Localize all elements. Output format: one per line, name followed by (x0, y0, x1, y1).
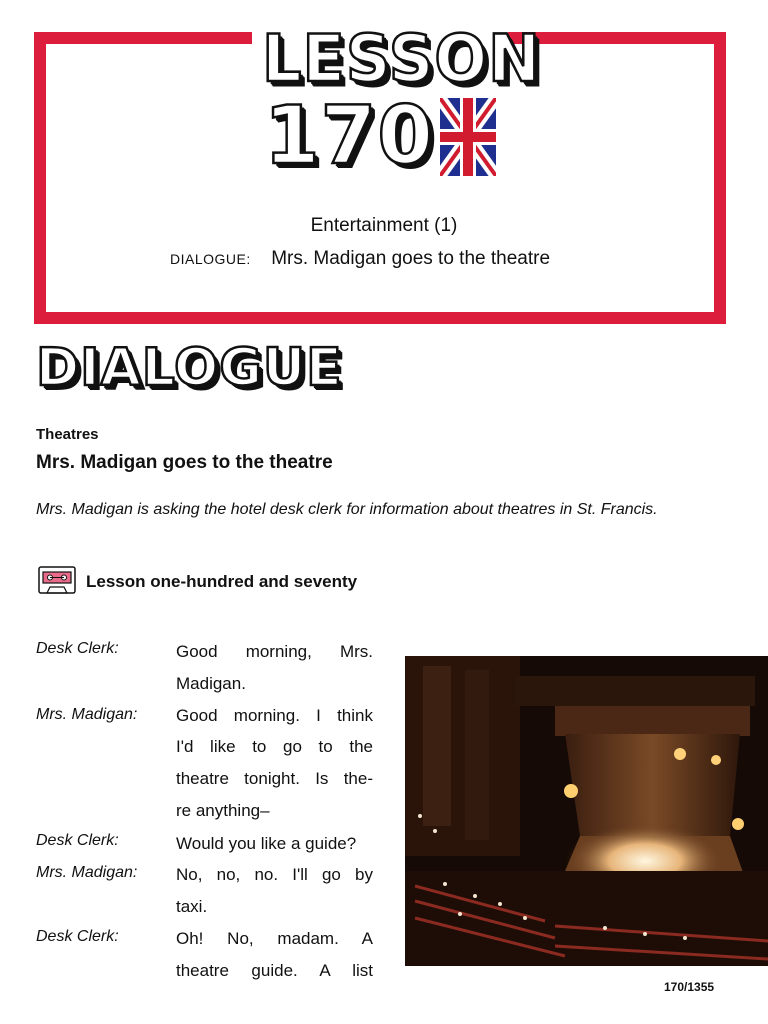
section-title: Mrs. Madigan goes to the theatre (36, 452, 333, 473)
speaker-label: Mrs. Madigan: (36, 706, 138, 723)
dialogue-line: I'd like to go to the (176, 737, 373, 756)
speaker-label: Desk Clerk: (36, 928, 119, 945)
speaker-label: Desk Clerk: (36, 832, 119, 849)
theatre-photo (405, 656, 768, 966)
union-jack-flag-icon (440, 98, 496, 176)
dialogue-line: theatre guide. A list (176, 961, 373, 980)
dialogue-line: No, no, no. I'll go by (176, 865, 373, 884)
dialogue-title: Mrs. Madigan goes to the theatre (271, 248, 551, 269)
speaker-label: Desk Clerk: (36, 640, 119, 657)
dialogue-line: taxi. (176, 897, 208, 916)
dialogue-line: Would you like a guide? (176, 834, 357, 853)
dialogue-line: Oh! No, madam. A (176, 929, 373, 948)
speaker-label: Mrs. Madigan: (36, 864, 138, 881)
dialogue-title-line (170, 248, 550, 270)
lesson-word: LESSON (262, 20, 541, 97)
dialogue-label: DIALOGUE: (170, 251, 251, 267)
dialogue-line: Good morning, Mrs. (176, 642, 373, 661)
dialogue-line: theatre tonight. Is the- (176, 769, 373, 788)
lesson-subtitle: Entertainment (1) (310, 215, 458, 236)
section-heading: DIALOGUE (36, 338, 343, 398)
audio-label: Lesson one-hundred and seventy (86, 572, 358, 591)
intro-text: Mrs. Madigan is asking the hotel desk clerk for information about theatres in St. Francis. (36, 501, 658, 518)
dialogue-line: Madigan. (176, 674, 246, 693)
lesson-number: 170 (264, 89, 434, 182)
dialogue-line: Good morning. I think (176, 706, 373, 725)
page-number: 170/1355 (664, 980, 715, 994)
dialogue-line: re anything– (176, 801, 270, 820)
section-label: Theatres (36, 426, 99, 443)
cassette-icon (38, 566, 76, 594)
